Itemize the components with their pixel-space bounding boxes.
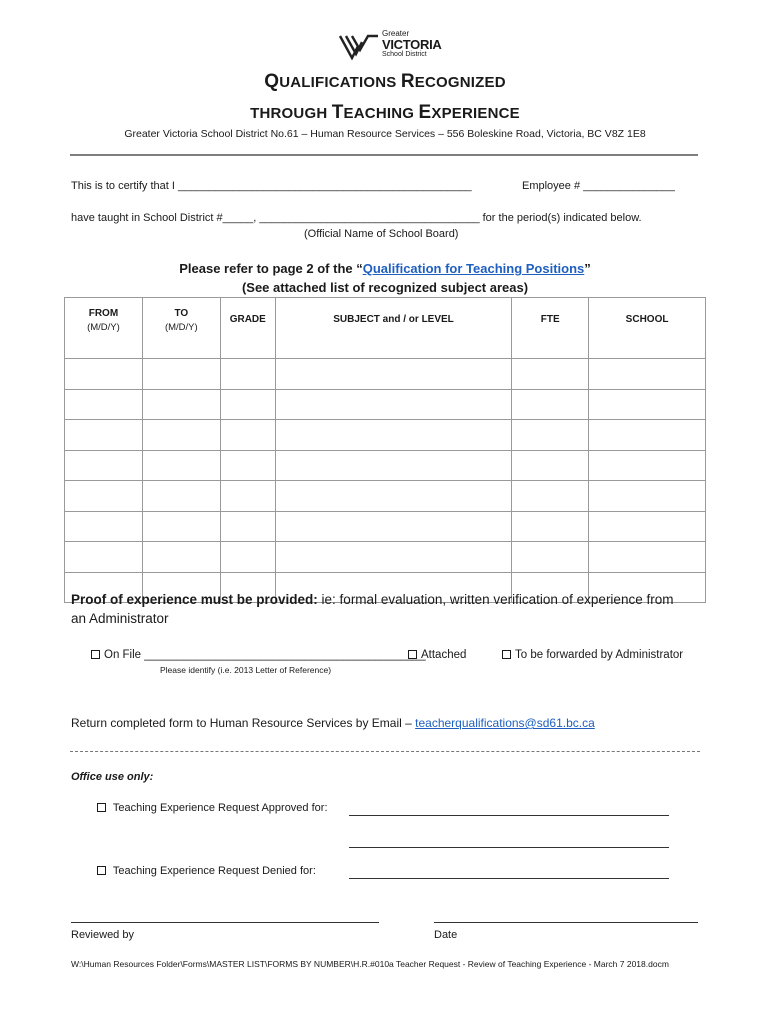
employee-number-field[interactable]: Employee # _______________ [522,180,675,192]
experience-table [64,297,706,603]
col-grade: GRADE [220,298,275,359]
checkbox-icon[interactable] [97,866,106,875]
approved-line-1[interactable] [349,815,669,816]
on-file-option[interactable]: On File ____________________________________________ [91,649,426,661]
checkbox-icon[interactable] [91,650,100,659]
reviewed-by-line[interactable] [71,922,379,923]
table-row [65,389,706,420]
table-row [65,511,706,542]
header-divider [70,154,698,156]
approved-line-2[interactable] [349,847,669,848]
office-use-label: Office use only: [71,771,154,783]
file-path-footer: W:\Human Resources Folder\Forms\MASTER LIST\FORMS BY NUMBER\H.R.#010a Teacher Request - Review of Teaching Experience - March 7 2018.docm [71,959,669,969]
qualification-link[interactable]: Qualification for Teaching Positions [362,261,585,276]
refer-line: Please refer to page 2 of the “Qualification for Teaching Positions” [179,261,591,276]
approved-option[interactable]: Teaching Experience Request Approved for: [97,802,328,814]
school-district-field[interactable]: have taught in School District #_____, ____________________________________ for the period(s) indicated below. [71,212,642,224]
reviewed-by-label: Reviewed by [71,929,134,941]
official-name-note: (Official Name of School Board) [304,228,459,240]
district-address: Greater Victoria School District No.61 – Human Resource Services – 556 Boleskine Road, Victoria, BC V8Z 1E8 [124,128,646,140]
col-from: FROM (M/D/Y) [65,298,143,359]
certify-field[interactable]: This is to certify that I ________________________________________________ [71,180,472,192]
checkbox-icon[interactable] [97,803,106,812]
on-file-note: Please identify (i.e. 2013 Letter of Reference) [160,665,332,675]
return-instructions: Return completed form to Human Resource Services by Email – teacherqualifications@sd61.bc.ca [71,716,595,730]
table-row [65,450,706,481]
date-line[interactable] [434,922,698,923]
refer-subject-areas: (See attached list of recognized subject areas) [241,280,529,295]
proof-statement: Proof of experience must be provided: ie: formal evaluation, written verification of experience from an Administrator [71,592,674,626]
table-row [65,481,706,512]
col-fte: FTE [512,298,589,359]
title-line-2: THROUGH TEACHING EXPERIENCE [250,102,520,123]
table-row [65,359,706,390]
col-to: TO (M/D/Y) [142,298,220,359]
table-header-row [65,298,706,359]
logo-school-district: School District [382,51,427,58]
district-logo [338,29,442,64]
logo-mark-icon [338,34,380,60]
logo-greater: Greater [382,29,410,38]
dashed-divider [70,751,700,752]
forwarded-option[interactable]: To be forwarded by Administrator [502,649,683,661]
checkbox-icon[interactable] [408,650,417,659]
title-line-1: QUALIFICATIONS RECOGNIZED [264,71,506,92]
col-subject: SUBJECT and / or LEVEL [275,298,512,359]
email-link[interactable]: teacherqualifications@sd61.bc.ca [415,716,595,730]
denied-option[interactable]: Teaching Experience Request Denied for: [97,865,316,877]
date-label: Date [434,929,458,941]
table-row [65,420,706,451]
checkbox-icon[interactable] [502,650,511,659]
table-row [65,542,706,573]
logo-victoria: VICTORIA [382,37,442,52]
logo-text [382,30,441,58]
denied-line[interactable] [349,878,669,879]
attached-option[interactable]: Attached [408,649,466,661]
col-school: SCHOOL [589,298,706,359]
